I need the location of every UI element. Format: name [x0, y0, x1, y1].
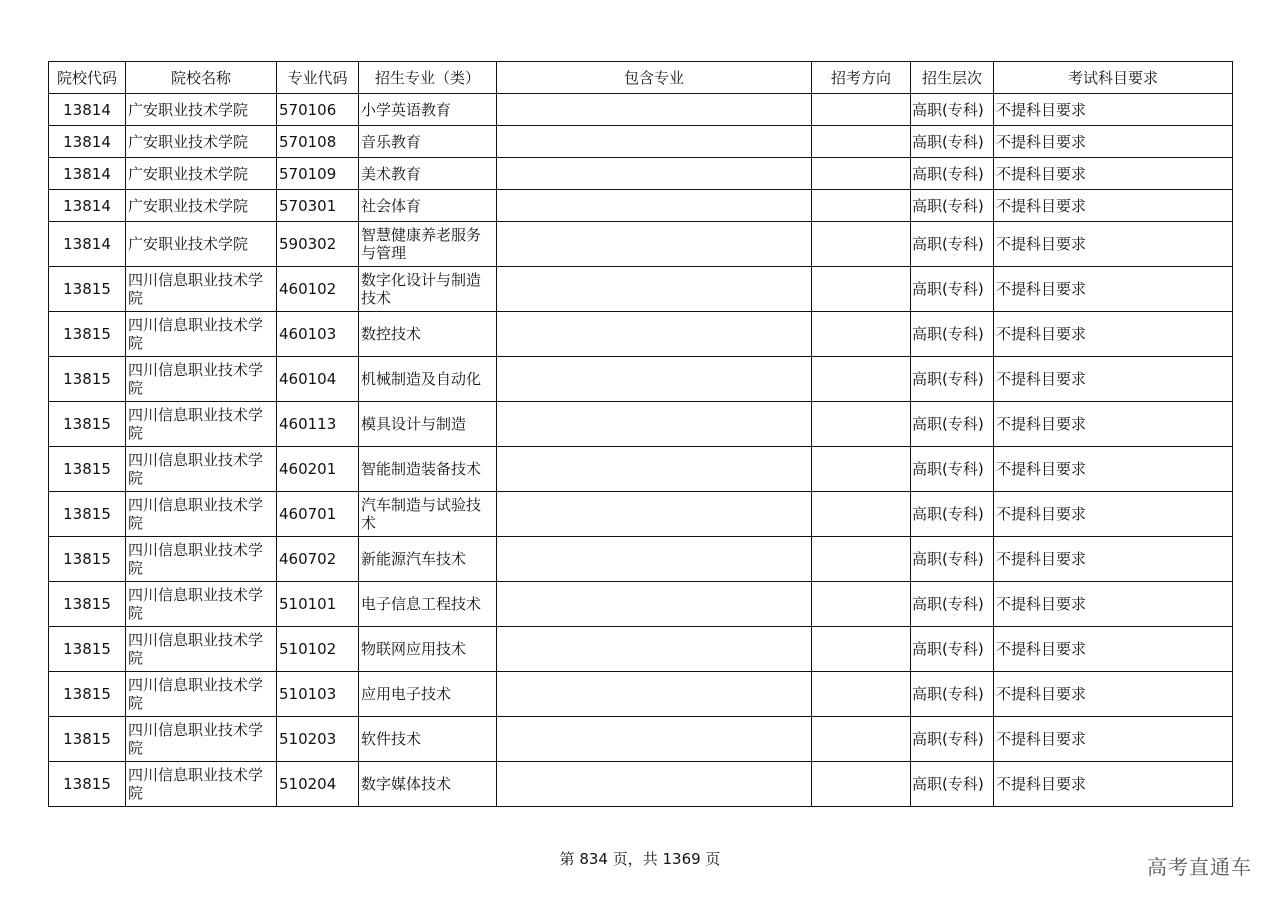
school-code-cell: 13815 [49, 537, 126, 582]
requirement-cell: 不提科目要求 [994, 447, 1233, 492]
school-name-cell: 四川信息职业技术学院 [126, 312, 277, 357]
direction-cell [812, 447, 911, 492]
school-name-cell: 四川信息职业技术学院 [126, 627, 277, 672]
school-code-cell: 13815 [49, 402, 126, 447]
included-majors-cell [497, 762, 812, 807]
major-code-cell: 510102 [277, 627, 359, 672]
school-code-cell: 13815 [49, 492, 126, 537]
school-code-cell: 13815 [49, 582, 126, 627]
school-code-cell: 13814 [49, 190, 126, 222]
table-row [49, 267, 1233, 312]
header-school-code: 院校代码 [49, 62, 126, 94]
school-name-cell: 广安职业技术学院 [126, 222, 277, 267]
major-name-cell: 美术教育 [359, 158, 497, 190]
included-majors-cell [497, 582, 812, 627]
major-code-cell: 510103 [277, 672, 359, 717]
level-cell: 高职(专科) [911, 582, 994, 627]
included-majors-cell [497, 158, 812, 190]
school-name-cell: 四川信息职业技术学院 [126, 717, 277, 762]
table-row [49, 447, 1233, 492]
direction-cell [812, 190, 911, 222]
level-cell: 高职(专科) [911, 267, 994, 312]
admissions-table [48, 61, 1233, 807]
major-code-cell: 510203 [277, 717, 359, 762]
level-cell: 高职(专科) [911, 717, 994, 762]
requirement-cell: 不提科目要求 [994, 158, 1233, 190]
major-name-cell: 智能制造装备技术 [359, 447, 497, 492]
requirement-cell: 不提科目要求 [994, 190, 1233, 222]
major-code-cell: 570301 [277, 190, 359, 222]
major-code-cell: 460102 [277, 267, 359, 312]
level-cell: 高职(专科) [911, 492, 994, 537]
major-code-cell: 510101 [277, 582, 359, 627]
included-majors-cell [497, 537, 812, 582]
level-cell: 高职(专科) [911, 190, 994, 222]
included-majors-cell [497, 312, 812, 357]
major-code-cell: 460113 [277, 402, 359, 447]
watermark-logo: 高考直通车 [1147, 855, 1252, 879]
direction-cell [812, 672, 911, 717]
major-code-cell: 460103 [277, 312, 359, 357]
level-cell: 高职(专科) [911, 312, 994, 357]
header-included-majors: 包含专业 [497, 62, 812, 94]
table-row [49, 627, 1233, 672]
included-majors-cell [497, 267, 812, 312]
level-cell: 高职(专科) [911, 402, 994, 447]
level-cell: 高职(专科) [911, 158, 994, 190]
requirement-cell: 不提科目要求 [994, 94, 1233, 126]
table-row [49, 762, 1233, 807]
header-requirement: 考试科目要求 [994, 62, 1233, 94]
included-majors-cell [497, 222, 812, 267]
major-name-cell: 智慧健康养老服务与管理 [359, 222, 497, 267]
school-code-cell: 13814 [49, 222, 126, 267]
requirement-cell: 不提科目要求 [994, 126, 1233, 158]
requirement-cell: 不提科目要求 [994, 537, 1233, 582]
direction-cell [812, 582, 911, 627]
table-row [49, 190, 1233, 222]
major-code-cell: 570109 [277, 158, 359, 190]
table-row [49, 158, 1233, 190]
header-direction: 招考方向 [812, 62, 911, 94]
school-code-cell: 13815 [49, 672, 126, 717]
table-row [49, 126, 1233, 158]
direction-cell [812, 537, 911, 582]
table-row [49, 492, 1233, 537]
level-cell: 高职(专科) [911, 222, 994, 267]
included-majors-cell [497, 190, 812, 222]
school-code-cell: 13815 [49, 267, 126, 312]
school-code-cell: 13815 [49, 762, 126, 807]
level-cell: 高职(专科) [911, 357, 994, 402]
school-code-cell: 13814 [49, 126, 126, 158]
direction-cell [812, 762, 911, 807]
header-major-name: 招生专业（类） [359, 62, 497, 94]
school-name-cell: 四川信息职业技术学院 [126, 762, 277, 807]
table-header-row [49, 62, 1233, 94]
requirement-cell: 不提科目要求 [994, 627, 1233, 672]
table-row [49, 222, 1233, 267]
major-name-cell: 数字媒体技术 [359, 762, 497, 807]
major-code-cell: 460702 [277, 537, 359, 582]
table-row [49, 312, 1233, 357]
requirement-cell: 不提科目要求 [994, 357, 1233, 402]
direction-cell [812, 94, 911, 126]
requirement-cell: 不提科目要求 [994, 312, 1233, 357]
direction-cell [812, 158, 911, 190]
header-school-name: 院校名称 [126, 62, 277, 94]
major-code-cell: 590302 [277, 222, 359, 267]
requirement-cell: 不提科目要求 [994, 267, 1233, 312]
school-code-cell: 13815 [49, 717, 126, 762]
school-name-cell: 四川信息职业技术学院 [126, 582, 277, 627]
direction-cell [812, 492, 911, 537]
direction-cell [812, 267, 911, 312]
major-code-cell: 510204 [277, 762, 359, 807]
table-row [49, 537, 1233, 582]
header-level: 招生层次 [911, 62, 994, 94]
table-row [49, 402, 1233, 447]
school-code-cell: 13815 [49, 627, 126, 672]
direction-cell [812, 627, 911, 672]
requirement-cell: 不提科目要求 [994, 222, 1233, 267]
school-code-cell: 13815 [49, 447, 126, 492]
school-name-cell: 四川信息职业技术学院 [126, 267, 277, 312]
major-name-cell: 机械制造及自动化 [359, 357, 497, 402]
major-name-cell: 电子信息工程技术 [359, 582, 497, 627]
level-cell: 高职(专科) [911, 447, 994, 492]
school-name-cell: 四川信息职业技术学院 [126, 537, 277, 582]
major-name-cell: 应用电子技术 [359, 672, 497, 717]
school-name-cell: 四川信息职业技术学院 [126, 447, 277, 492]
requirement-cell: 不提科目要求 [994, 672, 1233, 717]
table-row [49, 94, 1233, 126]
level-cell: 高职(专科) [911, 537, 994, 582]
level-cell: 高职(专科) [911, 126, 994, 158]
major-name-cell: 数控技术 [359, 312, 497, 357]
major-name-cell: 模具设计与制造 [359, 402, 497, 447]
school-code-cell: 13815 [49, 312, 126, 357]
school-name-cell: 四川信息职业技术学院 [126, 492, 277, 537]
school-code-cell: 13814 [49, 94, 126, 126]
requirement-cell: 不提科目要求 [994, 492, 1233, 537]
school-name-cell: 广安职业技术学院 [126, 158, 277, 190]
major-code-cell: 570108 [277, 126, 359, 158]
school-code-cell: 13815 [49, 357, 126, 402]
major-name-cell: 社会体育 [359, 190, 497, 222]
header-major-code: 专业代码 [277, 62, 359, 94]
included-majors-cell [497, 402, 812, 447]
included-majors-cell [497, 447, 812, 492]
direction-cell [812, 357, 911, 402]
school-name-cell: 广安职业技术学院 [126, 190, 277, 222]
included-majors-cell [497, 126, 812, 158]
major-code-cell: 460701 [277, 492, 359, 537]
table-row [49, 582, 1233, 627]
direction-cell [812, 126, 911, 158]
included-majors-cell [497, 357, 812, 402]
major-code-cell: 460201 [277, 447, 359, 492]
page-number: 第 834 页，共 1369 页 [559, 850, 721, 868]
major-name-cell: 数字化设计与制造技术 [359, 267, 497, 312]
table-row [49, 717, 1233, 762]
school-name-cell: 四川信息职业技术学院 [126, 357, 277, 402]
major-name-cell: 汽车制造与试验技术 [359, 492, 497, 537]
direction-cell [812, 717, 911, 762]
included-majors-cell [497, 717, 812, 762]
included-majors-cell [497, 94, 812, 126]
direction-cell [812, 312, 911, 357]
major-name-cell: 软件技术 [359, 717, 497, 762]
level-cell: 高职(专科) [911, 94, 994, 126]
table-row [49, 672, 1233, 717]
included-majors-cell [497, 627, 812, 672]
major-code-cell: 570106 [277, 94, 359, 126]
major-code-cell: 460104 [277, 357, 359, 402]
level-cell: 高职(专科) [911, 762, 994, 807]
school-name-cell: 广安职业技术学院 [126, 126, 277, 158]
major-name-cell: 音乐教育 [359, 126, 497, 158]
included-majors-cell [497, 672, 812, 717]
school-name-cell: 四川信息职业技术学院 [126, 672, 277, 717]
school-code-cell: 13814 [49, 158, 126, 190]
level-cell: 高职(专科) [911, 627, 994, 672]
requirement-cell: 不提科目要求 [994, 717, 1233, 762]
table-row [49, 357, 1233, 402]
school-name-cell: 四川信息职业技术学院 [126, 402, 277, 447]
requirement-cell: 不提科目要求 [994, 402, 1233, 447]
major-name-cell: 物联网应用技术 [359, 627, 497, 672]
included-majors-cell [497, 492, 812, 537]
school-name-cell: 广安职业技术学院 [126, 94, 277, 126]
major-name-cell: 新能源汽车技术 [359, 537, 497, 582]
requirement-cell: 不提科目要求 [994, 762, 1233, 807]
level-cell: 高职(专科) [911, 672, 994, 717]
admissions-sheet [48, 61, 1232, 807]
major-name-cell: 小学英语教育 [359, 94, 497, 126]
requirement-cell: 不提科目要求 [994, 582, 1233, 627]
direction-cell [812, 402, 911, 447]
direction-cell [812, 222, 911, 267]
